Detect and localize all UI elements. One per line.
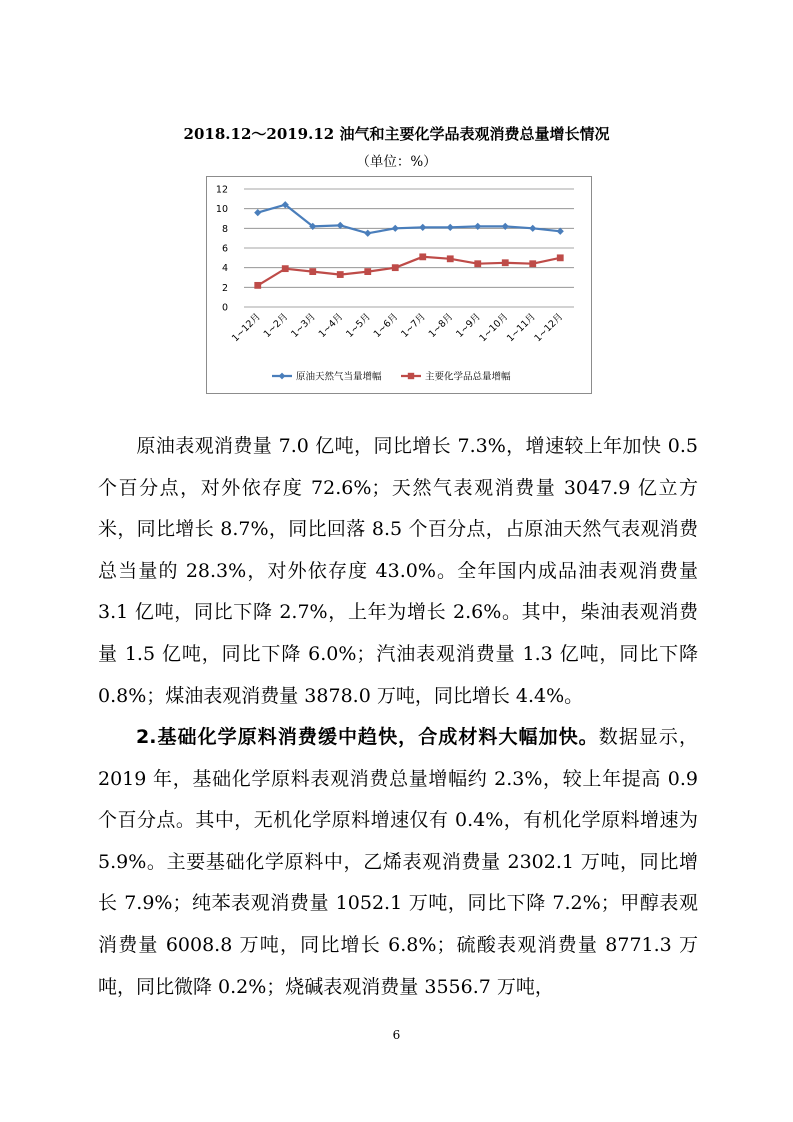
data-point <box>529 260 536 267</box>
legend-label: 主要化学品总量增幅 <box>425 371 511 383</box>
y-tick-label: 8 <box>221 223 228 235</box>
x-tick-label: 1~2月 <box>261 311 291 341</box>
data-point <box>309 268 316 275</box>
x-tick-label: 1~4月 <box>316 311 346 341</box>
chart-unit: （单位：%） <box>356 154 437 170</box>
data-point <box>447 255 454 262</box>
data-point <box>474 260 481 267</box>
data-point <box>337 271 344 278</box>
x-tick-label: 1~5月 <box>344 311 373 341</box>
y-tick-label: 10 <box>215 204 228 216</box>
x-tick-label: 1~8月 <box>426 311 456 341</box>
x-tick-label: 1~7月 <box>399 311 428 341</box>
paragraph-text: 原油表观消费量 7.0 亿吨，同比增长 7.3%，增速较上年加快 0.5 个百分点，对外依存度 72.6%；天然气表观消费量 3047.9 亿立方米，同比增长 8.7%，同比回落 8.5 个百分点，占原油天然气表观消费总当量的 28.3%，对外依存度 43.0%。全年国内成品油表观消费量 3.1 亿吨，同比下降 2.7%，上年为增长 2.6%。其中，柴油表观消费量 1.5 亿吨，同比下降 6.0%；汽油表观消费量 1.3 亿吨，同比下降 0.8%；煤油表观消费量 3878.0 万吨，同比增长 4.4%。 <box>98 435 698 707</box>
x-tick-label: 1~11月 <box>504 311 538 345</box>
data-point <box>282 265 289 272</box>
page-number: 6 <box>392 1028 401 1042</box>
line-chart <box>206 176 592 394</box>
y-tick-label: 4 <box>221 263 228 275</box>
data-point <box>502 259 509 266</box>
data-point <box>392 264 399 271</box>
y-tick-label: 12 <box>215 184 228 196</box>
data-point <box>364 268 371 275</box>
x-tick-label: 1~6月 <box>371 311 401 341</box>
x-tick-label: 1~9月 <box>454 311 483 341</box>
x-tick-label: 1~12月 <box>532 311 566 345</box>
paragraph-chemicals <box>98 717 698 1008</box>
legend-label: 原油天然气当量增幅 <box>296 371 382 383</box>
paragraph-oil-gas <box>98 426 698 717</box>
data-point <box>557 254 564 261</box>
y-tick-label: 0 <box>221 302 228 314</box>
paragraph-text: 数据显示，2019 年，基础化学原料表观消费总量增幅约 2.3%，较上年提高 0.9 个百分点。其中，无机化学原料增速仅有 0.4%，有机化学原料增速为 5.9%。主要基础化学原料中，乙烯表观消费量 2302.1 万吨，同比增长 7.9%；纯苯表观消费量 1052.1 万吨，同比下降 7.2%；甲醇表观消费量 6008.8 万吨，同比增长 6.8%；硫酸表观消费量 8771.3 万吨，同比微降 0.2%；烧碱表观消费量 3556.7 万吨， <box>98 726 698 998</box>
y-tick-label: 6 <box>221 243 228 255</box>
y-tick-label: 2 <box>221 282 228 294</box>
x-tick-label: 1~3月 <box>289 311 318 341</box>
x-tick-label: 1~10月 <box>477 311 511 345</box>
x-tick-label: 1~12月 <box>229 311 263 345</box>
data-point <box>254 282 261 289</box>
chart-title: 2018.12～2019.12 油气和主要化学品表观消费总量增长情况 <box>183 125 610 143</box>
data-point <box>419 253 426 260</box>
paragraph-lead-heading: 2.基础化学原料消费缓中趋快，合成材料大幅加快。 <box>136 726 599 748</box>
chart-container <box>206 176 592 394</box>
legend-marker <box>408 373 414 379</box>
